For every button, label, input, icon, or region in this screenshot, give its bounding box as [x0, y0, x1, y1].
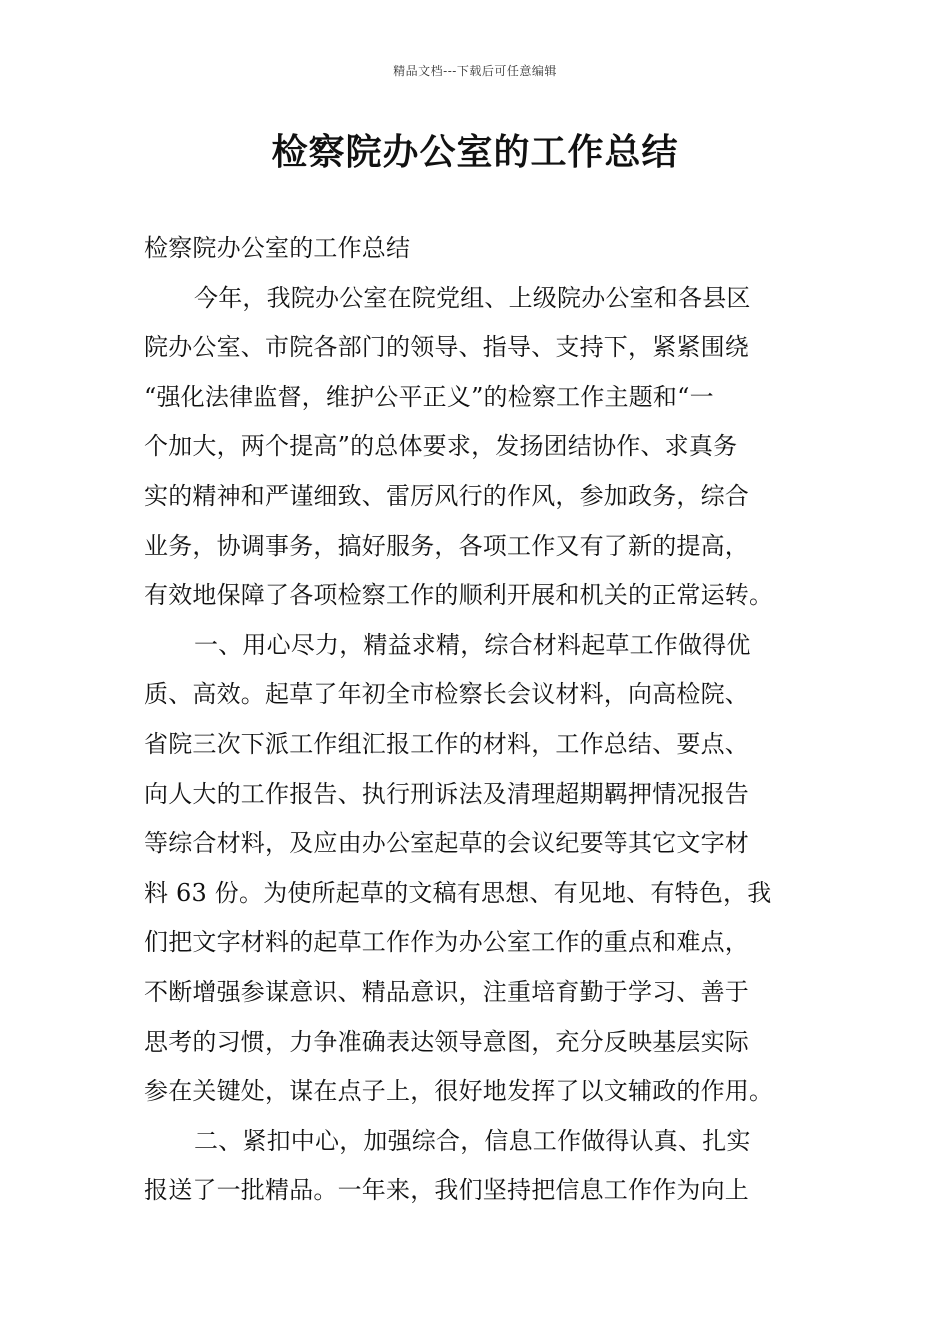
paragraph-line: 实的精神和严谨细致、雷厉风行的作风，参加政务，综合: [144, 481, 749, 510]
paragraph-line: 一、用心尽力，精益求精，综合材料起草工作做得优: [194, 630, 751, 659]
header-note: 精品文档---下载后可任意编辑: [393, 64, 557, 78]
paragraph-line: 不断增强参谋意识、精品意识，注重培育勤于学习、善于: [144, 977, 749, 1006]
paragraph-line: 等综合材料，及应由办公室起草的会议纪要等其它文字材: [144, 829, 749, 858]
paragraph-line: 院办公室、市院各部门的领导、指导、支持下，紧紧围绕: [144, 333, 749, 362]
paragraph-line: 个加大，两个提高”的总体要求，发扬团结协作、求真务: [144, 432, 738, 461]
paragraph-line: 今年，我院办公室在院党组、上级院办公室和各县区: [194, 283, 751, 312]
paragraph-line: “强化法律监督，维护公平正义”的检察工作主题和“一: [144, 382, 714, 411]
paragraph-line: 报送了一批精品。一年来，我们坚持把信息工作作为向上: [144, 1176, 749, 1205]
document-title: 检察院办公室的工作总结: [271, 131, 679, 173]
document-body: [144, 224, 812, 1216]
paragraph-line: 们把文字材料的起草工作作为办公室工作的重点和难点，: [144, 928, 749, 957]
paragraph-line: 省院三次下派工作组汇报工作的材料，工作总结、要点、: [144, 729, 749, 758]
paragraph-line: 质、高效。起草了年初全市检察长会议材料，向高检院、: [144, 680, 749, 709]
paragraph-line: 向人大的工作报告、执行刑诉法及清理超期羁押情况报告: [144, 779, 749, 808]
paragraph-line: 有效地保障了各项检察工作的顺利开展和机关的正常运转。: [144, 581, 774, 610]
paragraph-line: 思考的习惯，力争准确表达领导意图，充分反映基层实际: [144, 1027, 749, 1056]
paragraph-line: 业务，协调事务，搞好服务，各项工作又有了新的提高，: [144, 531, 749, 560]
subtitle-line: 检察院办公室的工作总结: [144, 234, 411, 262]
paragraph-line: 二、紧扣中心，加强综合，信息工作做得认真、扎实: [194, 1126, 751, 1155]
paragraph-line: 料 63 份。为使所起草的文稿有思想、有见地、有特色，我: [144, 878, 772, 907]
paragraph-line: 参在关键处，谋在点子上，很好地发挥了以文辅政的作用。: [144, 1077, 774, 1106]
